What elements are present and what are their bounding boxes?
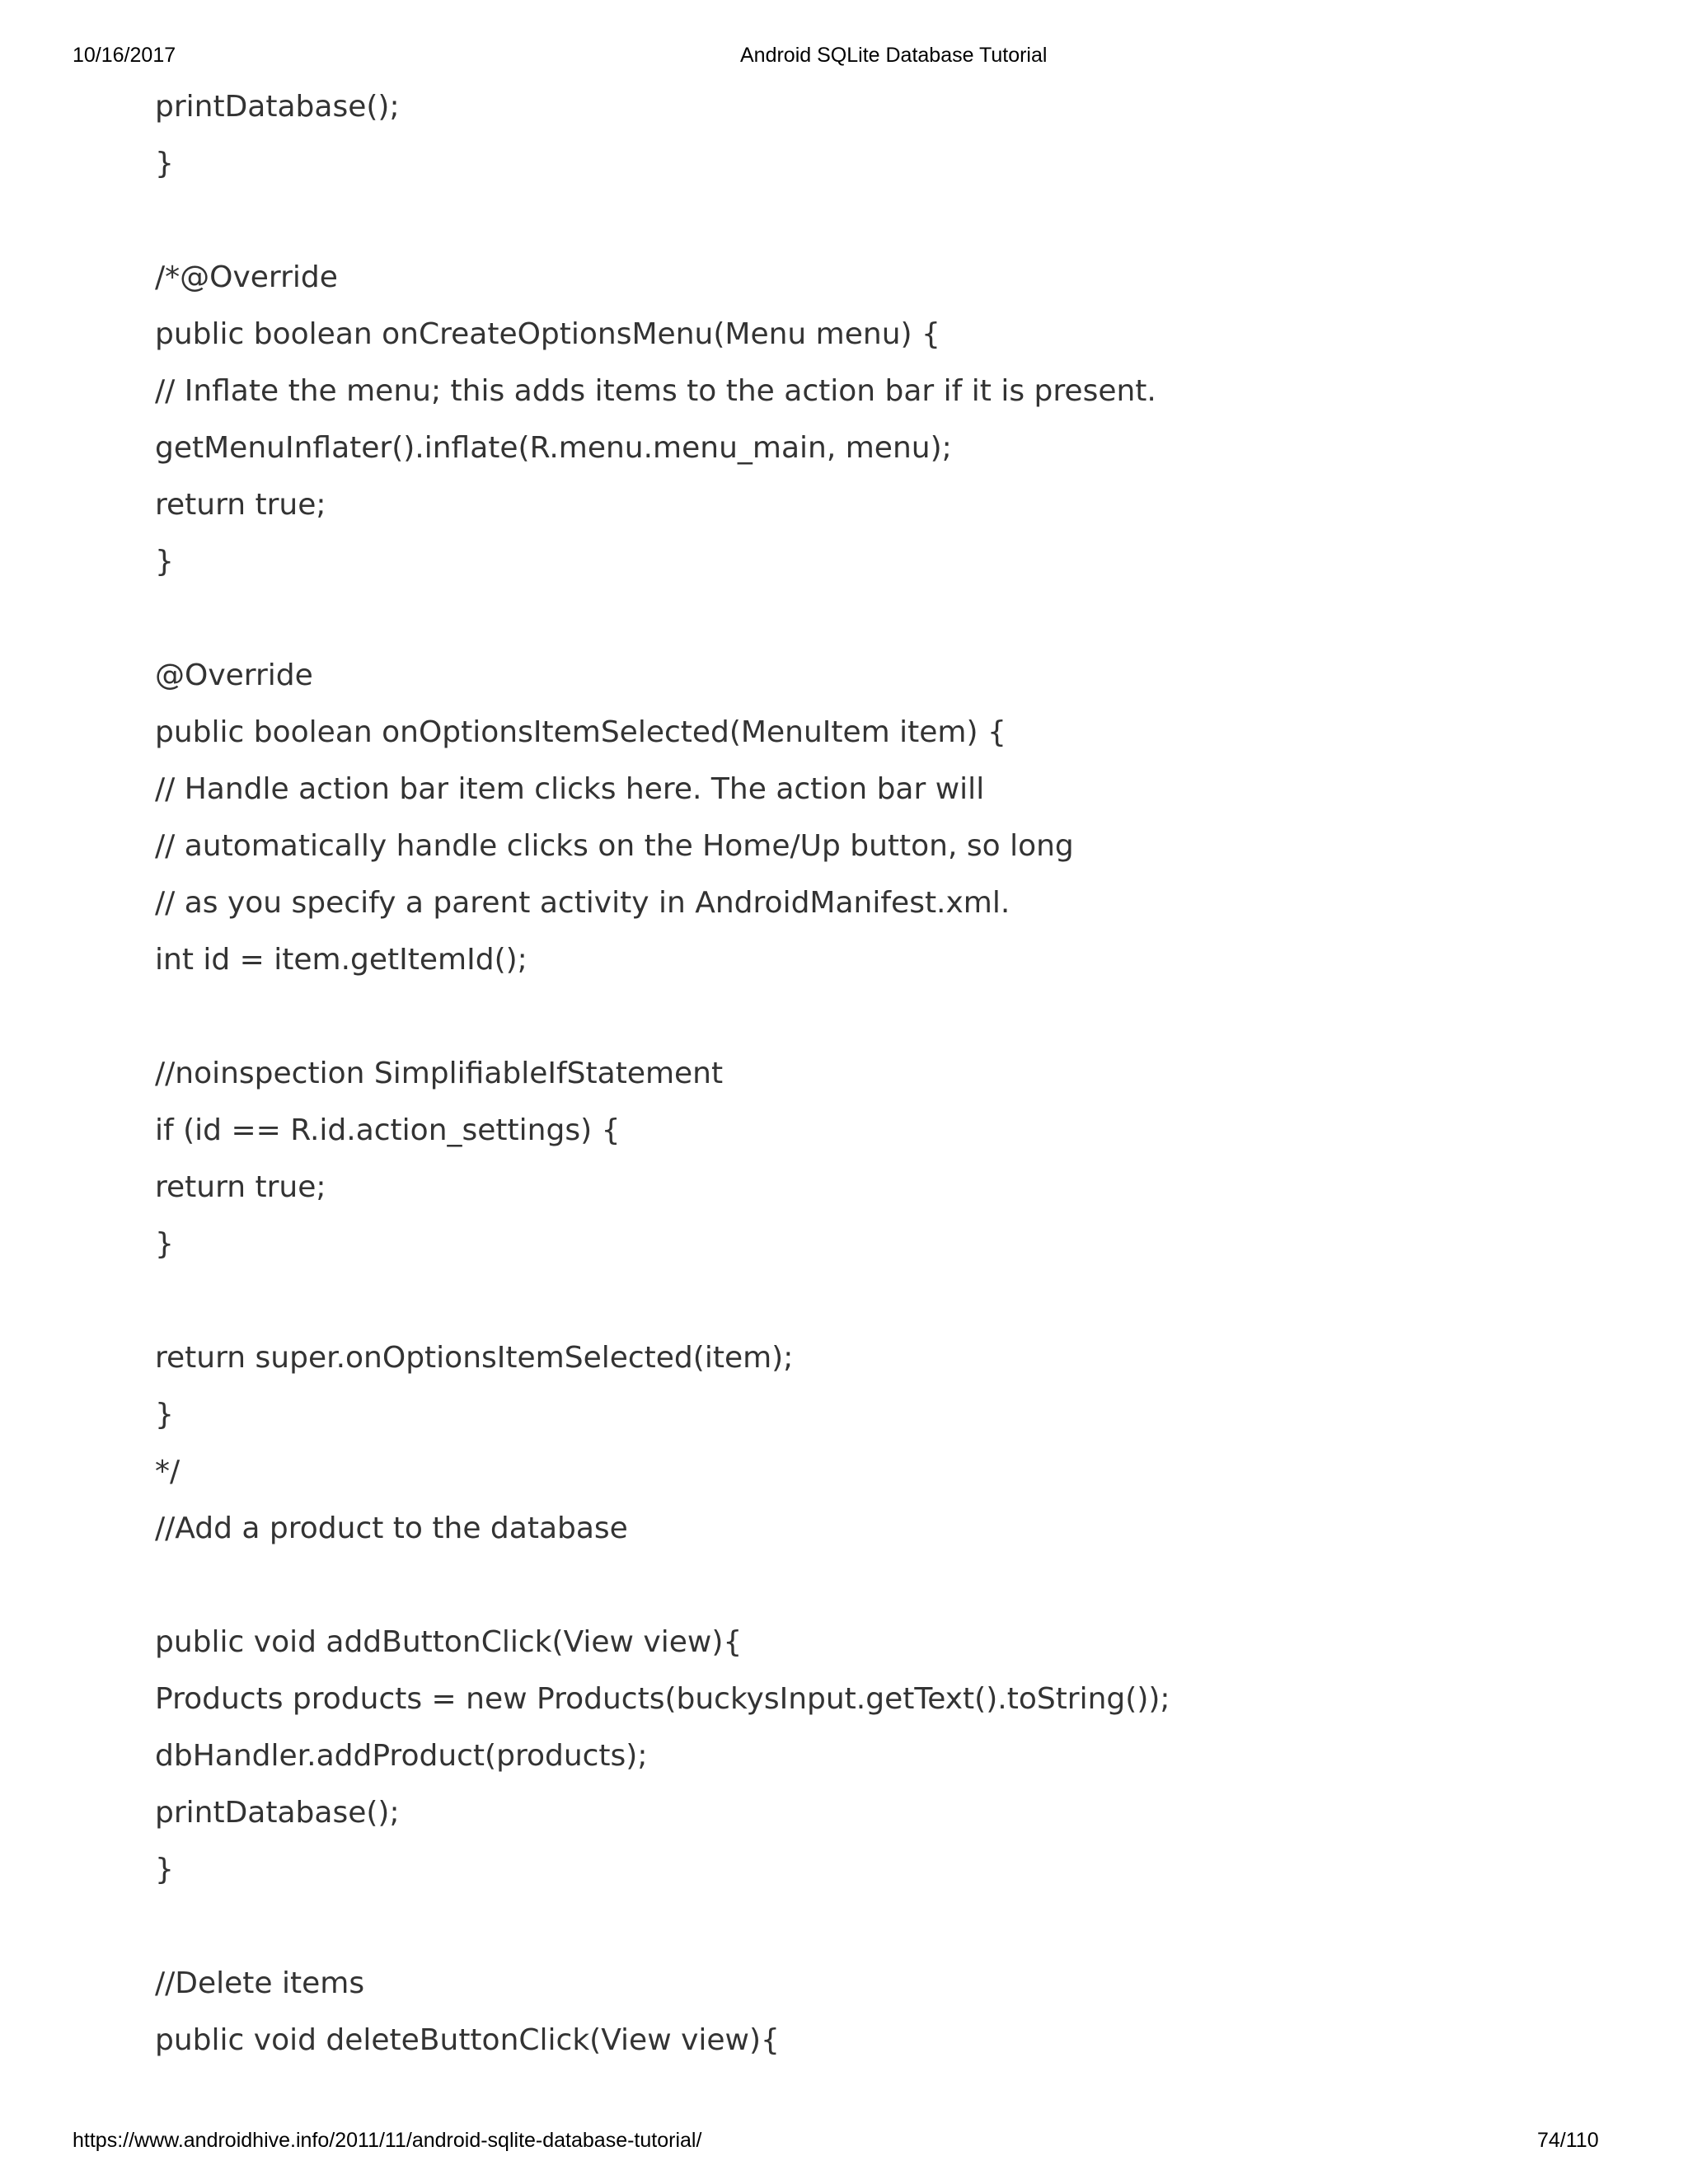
code-line: return super.onOptionsItemSelected(item); — [155, 1341, 794, 1375]
code-line: // automatically handle clicks on the Home/Up button, so long — [155, 829, 1074, 863]
code-line: } — [155, 545, 174, 579]
code-line: // Inflate the menu; this adds items to the action bar if it is present. — [155, 374, 1156, 408]
header-date: 10/16/2017 — [73, 44, 176, 67]
code-line: //Delete items — [155, 1966, 365, 2000]
code-line: //noinspection SimplifiableIfStatement — [155, 1057, 724, 1090]
code-line: return true; — [155, 1170, 326, 1204]
code-line — [155, 597, 1573, 654]
code-line: } — [155, 1227, 174, 1261]
code-line: return true; — [155, 488, 326, 522]
code-line — [155, 1279, 1573, 1336]
code-line: public boolean onCreateOptionsMenu(Menu menu) { — [155, 317, 940, 351]
code-block — [155, 85, 1573, 2075]
code-line: @Override — [155, 658, 313, 692]
code-line: printDatabase(); — [155, 1796, 400, 1830]
code-line: } — [155, 1398, 174, 1432]
code-line: Products products = new Products(buckysInput.getText().toString()); — [155, 1682, 1170, 1716]
page-number: 74/110 — [1537, 2129, 1599, 2152]
code-line: /*@Override — [155, 260, 338, 294]
header-title: Android SQLite Database Tutorial — [740, 44, 1048, 67]
code-line: // Handle action bar item clicks here. The action bar will — [155, 772, 985, 806]
code-line — [155, 1563, 1573, 1620]
code-line: getMenuInflater().inflate(R.menu.menu_main, menu); — [155, 431, 952, 465]
code-line: dbHandler.addProduct(products); — [155, 1739, 648, 1773]
code-line: } — [155, 147, 174, 180]
code-line — [155, 995, 1573, 1052]
code-line: printDatabase(); — [155, 90, 400, 124]
code-line: public void deleteButtonClick(View view){ — [155, 2023, 780, 2057]
code-line — [155, 1905, 1573, 1961]
code-line: public boolean onOptionsItemSelected(MenuItem item) { — [155, 715, 1006, 749]
code-line: public void addButtonClick(View view){ — [155, 1625, 743, 1659]
code-line — [155, 199, 1573, 255]
code-line: if (id == R.id.action_settings) { — [155, 1113, 621, 1147]
code-line: // as you specify a parent activity in AndroidManifest.xml. — [155, 886, 1010, 920]
footer-url: https://www.androidhive.info/2011/11/android-sqlite-database-tutorial/ — [73, 2129, 702, 2152]
code-line: } — [155, 1853, 174, 1886]
code-line: */ — [155, 1455, 181, 1488]
code-line: int id = item.getItemId(); — [155, 943, 528, 977]
code-line: //Add a product to the database — [155, 1511, 628, 1545]
